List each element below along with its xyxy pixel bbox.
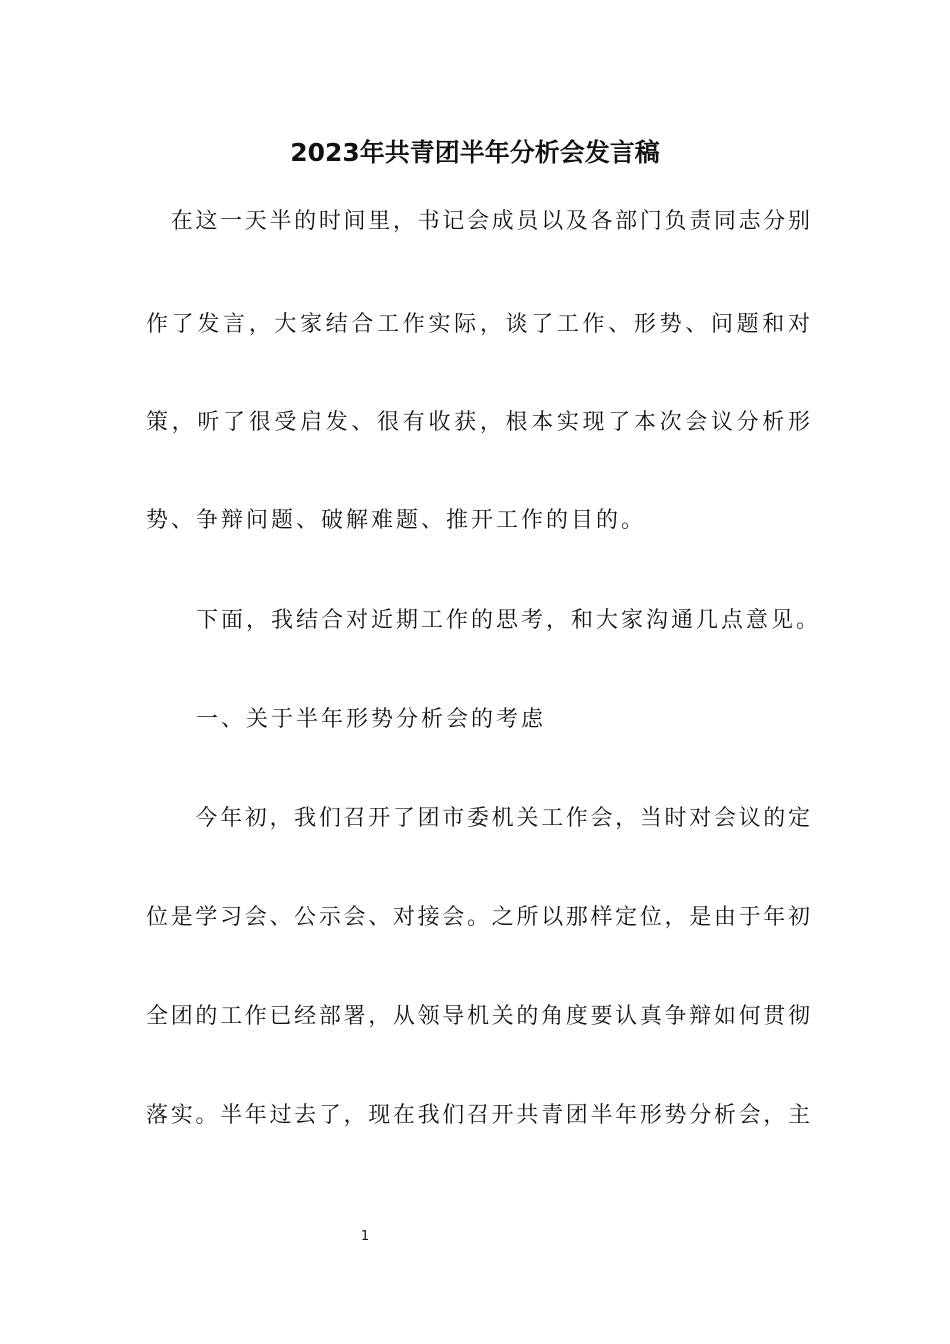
document-title: 2023年共青团半年分析会发言稿: [290, 138, 660, 167]
paragraph-line: 全团的工作已经部署，从领导机关的角度要认真争辩如何贯彻: [146, 1004, 810, 1029]
paragraph-line: 策，听了很受启发、很有收获，根本实现了本次会议分析形: [146, 410, 810, 435]
page-number: 1: [360, 1229, 370, 1244]
section-heading: 一、关于半年形势分析会的考虑: [146, 707, 547, 732]
paragraph-line: 在这一天半的时间里，书记会成员以及各部门负责同志分别: [146, 209, 810, 234]
paragraph-line: 今年初，我们召开了团市委机关工作会，当时对会议的定: [146, 806, 810, 831]
paragraph-line: 落实。半年过去了，现在我们召开共青团半年形势分析会，主: [146, 1103, 810, 1128]
paragraph-line: 下面，我结合对近期工作的思考，和大家沟通几点意见。: [146, 608, 822, 633]
paragraph-line: 势、争辩问题、破解难题、推开工作的目的。: [146, 508, 647, 533]
paragraph-line: 作了发言，大家结合工作实际，谈了工作、形势、问题和对: [146, 312, 810, 337]
paragraph-line: 位是学习会、公示会、对接会。之所以那样定位，是由于年初: [146, 905, 810, 930]
